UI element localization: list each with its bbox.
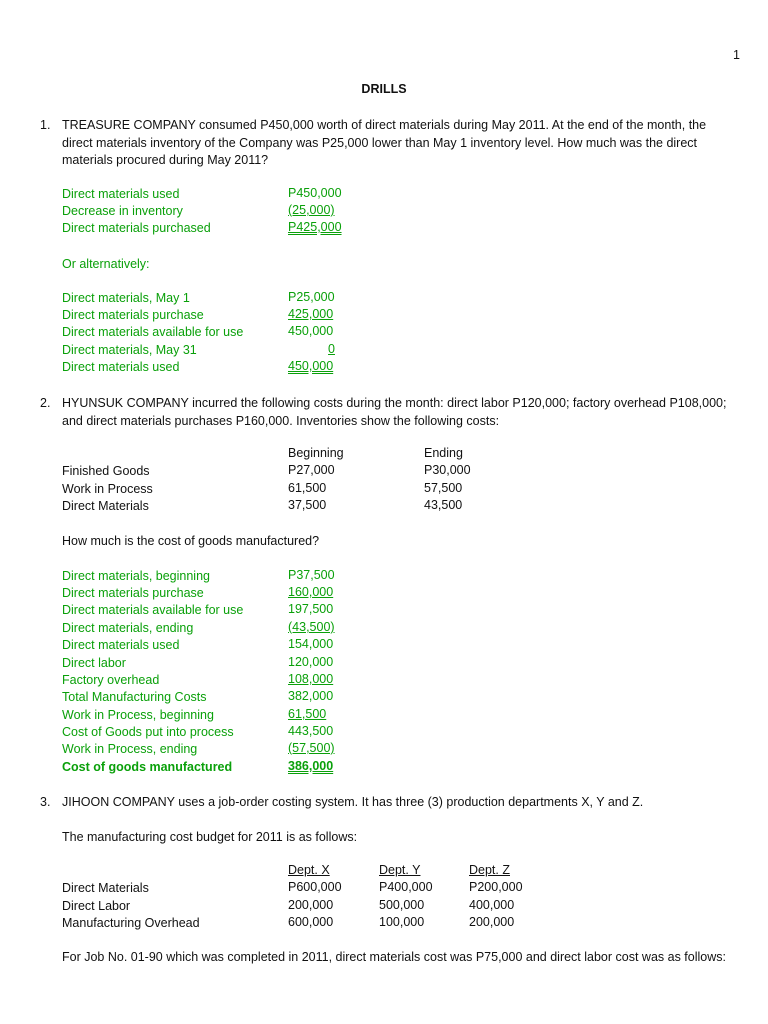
budget-y: 100,000: [379, 915, 425, 929]
budget-intro: The manufacturing cost budget for 2011 is as follows:: [62, 830, 358, 844]
solution-amount: P25,000: [288, 290, 335, 304]
solution-row: Direct materials, May 1: [62, 291, 190, 305]
question-3: [40, 794, 740, 812]
closing-text: For Job No. 01-90 which was completed in 2011, direct materials cost was P75,000 and direct labor cost was as follows:: [62, 950, 726, 964]
solution-amount: 108,000: [288, 672, 334, 686]
solution-amount: 120,000: [288, 655, 334, 669]
solution-row: Factory overhead: [62, 673, 160, 687]
solution-row: Decrease in inventory: [62, 204, 183, 218]
solution-amount: 443,500: [288, 724, 334, 738]
column-header-dept-y: Dept. Y: [379, 863, 421, 877]
column-header-beginning: Beginning: [288, 446, 344, 460]
solution-row: Work in Process, beginning: [62, 708, 214, 722]
solution-amount: 61,500: [288, 707, 327, 721]
solution-row: Direct materials purchase: [62, 586, 204, 600]
question-prompt: How much is the cost of goods manufactured?: [62, 534, 320, 548]
solution-amount: 0: [328, 342, 335, 356]
question-number: 2.: [40, 396, 51, 410]
budget-x: P600,000: [288, 880, 342, 894]
question-text: HYUNSUK COMPANY incurred the following costs during the month: direct labor P120,000; factory overhead P108,000; and direct materials purchases P160,000. Inventories show the following costs:: [62, 396, 727, 428]
solution-total-label: Cost of goods manufactured: [62, 760, 233, 774]
page-title: DRILLS: [361, 82, 407, 96]
solution-amount: P450,000: [288, 186, 342, 200]
solution-amount: 382,000: [288, 689, 334, 703]
solution-row: Direct materials purchase: [62, 308, 204, 322]
solution-row: Total Manufacturing Costs: [62, 690, 207, 704]
budget-z: 400,000: [469, 898, 515, 912]
solution-amount: (25,000): [288, 203, 335, 217]
question-number: 1.: [40, 118, 51, 132]
budget-x: 600,000: [288, 915, 334, 929]
inventory-ending: 57,500: [424, 481, 463, 495]
inventory-label: Direct Materials: [62, 499, 149, 513]
solution-row: Direct materials, May 31: [62, 343, 197, 357]
inventory-ending: 43,500: [424, 498, 463, 512]
solution-amount: 450,000: [288, 324, 334, 338]
solution-row: Direct materials available for use: [62, 603, 244, 617]
solution-row: Direct materials purchased: [62, 221, 211, 235]
column-header-ending: Ending: [424, 446, 463, 460]
solution-row: Direct materials, beginning: [62, 569, 210, 583]
solution-amount: (57,500): [288, 741, 335, 755]
column-header-dept-x: Dept. X: [288, 863, 330, 877]
inventory-beginning: 61,500: [288, 481, 327, 495]
inventory-ending: P30,000: [424, 463, 471, 477]
solution-amount: (43,500): [288, 620, 335, 634]
question-1: [40, 117, 740, 170]
page-number: 1: [733, 48, 740, 62]
solution-row: Direct materials used: [62, 360, 180, 374]
solution-row: Direct materials, ending: [62, 621, 194, 635]
budget-row-label: Manufacturing Overhead: [62, 916, 200, 930]
solution-row: Direct materials used: [62, 638, 180, 652]
budget-z: 200,000: [469, 915, 515, 929]
question-text: TREASURE COMPANY consumed P450,000 worth of direct materials during May 2011. At the end of the month, the direct materials inventory of the Company was P25,000 lower than May 1 inventory level. How much was the direct materials procured during May 2011?: [62, 118, 707, 167]
solution-row: Direct materials available for use: [62, 325, 244, 339]
inventory-beginning: P27,000: [288, 463, 335, 477]
budget-row-label: Direct Materials: [62, 881, 149, 895]
solution-amount: 197,500: [288, 602, 334, 616]
alt-label: Or alternatively:: [62, 257, 150, 271]
question-text: JIHOON COMPANY uses a job-order costing system. It has three (3) production departments X, Y and Z.: [62, 795, 644, 809]
solution-amount: P37,500: [288, 568, 335, 582]
column-header-dept-z: Dept. Z: [469, 863, 510, 877]
question-2: [40, 395, 740, 430]
solution-amount: 425,000: [288, 307, 334, 321]
budget-y: 500,000: [379, 898, 425, 912]
inventory-beginning: 37,500: [288, 498, 327, 512]
solution-row: Direct labor: [62, 656, 126, 670]
solution-amount: 154,000: [288, 637, 334, 651]
solution-total-amount: 386,000: [288, 759, 334, 773]
question-number: 3.: [40, 795, 51, 809]
budget-x: 200,000: [288, 898, 334, 912]
budget-z: P200,000: [469, 880, 523, 894]
solution-row: Work in Process, ending: [62, 742, 198, 756]
solution-amount: P425,000: [288, 220, 342, 234]
solution-amount: 450,000: [288, 359, 334, 373]
budget-y: P400,000: [379, 880, 433, 894]
inventory-label: Work in Process: [62, 482, 153, 496]
solution-amount: 160,000: [288, 585, 334, 599]
solution-row: Cost of Goods put into process: [62, 725, 234, 739]
inventory-label: Finished Goods: [62, 464, 150, 478]
solution-row: Direct materials used: [62, 187, 180, 201]
budget-row-label: Direct Labor: [62, 899, 131, 913]
